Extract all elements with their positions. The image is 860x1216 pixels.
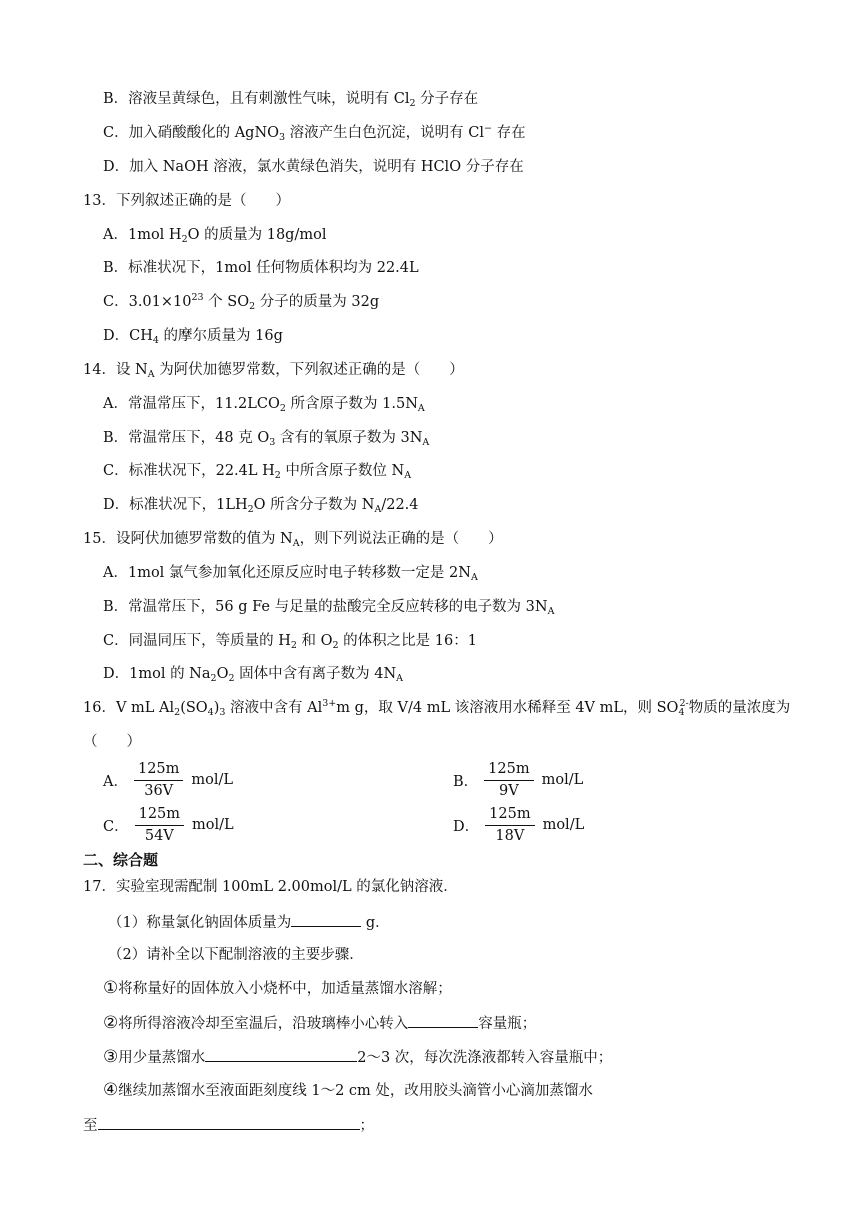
q17-step1: ①将称量好的固体放入小烧杯中，加适量蒸馏水溶解； — [103, 978, 452, 998]
q13-option-a: A．1mol $H_2O$ 的质量为 18g/mol — [103, 227, 327, 245]
fraction: $\frac{125m}{18V}$ — [485, 804, 534, 847]
q17-step2: ②将所得溶液冷却至室温后，沿玻璃棒小心转入 容量瓶； — [103, 1013, 537, 1033]
q14-option-d: D．标准状况下，$1LH_2O$ 所含分子数为 $N_A/22.4$ — [103, 497, 419, 515]
fraction: $\frac{125m}{54V}$ — [135, 804, 184, 847]
q14-option-b: B．常温常压下，48 克 $O_3$ 含有的氧原子数为 $3N_A$ — [103, 430, 430, 448]
q15-option-d: D．1mol 的 $Na_2O_2$ 固体中含有离子数为 $4N_A$ — [103, 666, 404, 684]
q13-option-d: D．$CH_4$ 的摩尔质量为 16g — [103, 328, 283, 346]
q14-stem: 14．设 $N_A$ 为阿伏加德罗常数，下列叙述正确的是（ ） — [83, 362, 464, 380]
q16-option-b: B． $\frac{125m}{9V}$ mol/L — [453, 758, 583, 802]
q13-option-b: B．标准状况下，1mol 任何物质体积均为 22.4L — [103, 260, 419, 276]
q12-option-c: C．加入硝酸酸化的 AgNO$_3$ 溶液产生白色沉淀，说明有 Cl− 存在 — [103, 123, 526, 143]
q16-answer-paren: （ ） — [83, 734, 141, 750]
q17-part1: （1）称量氯化钠固体质量为 g． — [108, 911, 390, 933]
q15-option-c: C．同温同压下，等质量的 $H_2$ 和 $O_2$ 的体积之比是 16：1 — [103, 633, 477, 651]
q12-option-d: D．加入 NaOH 溶液，氯水黄绿色消失，说明有 HClO 分子存在 — [103, 159, 524, 175]
q13-stem: 13．下列叙述正确的是（ ） — [83, 193, 290, 209]
q14-option-a: A．常温常压下，$11.2LCO_2$ 所含原子数为 $1.5N_A$ — [103, 396, 425, 414]
q13-option-c: C．$3.01\times 10^{23}$ 个 $SO_2$ 分子的质量为 32g — [103, 292, 380, 312]
q17-stem: 17．实验室现需配制 100mL 2.00mol/L 的氯化钠溶液． — [83, 879, 458, 895]
section-heading: 二、综合题 — [83, 851, 159, 869]
q17-step4: ④继续加蒸馏水至液面距刻度线 1～2 cm 处，改用胶头滴管小心滴加蒸馏水 — [103, 1080, 593, 1100]
q15-option-a: A．1mol 氯气参加氧化还原反应时电子转移数一定是 $2N_A$ — [103, 565, 478, 583]
q14-option-c: C．标准状况下，22.4L $H_2$ 中所含原子数位 $N_A$ — [103, 463, 412, 481]
q16-option-d: D． $\frac{125m}{18V}$ mol/L — [453, 803, 584, 847]
answer-blank-flask[interactable] — [408, 1012, 478, 1028]
answer-blank-endpoint[interactable] — [98, 1114, 360, 1130]
q16-stem: 16．V mL $Al_2(SO_4)_3$ 溶液中含有 $Al^{3+}m$ g，取 V/4 mL 该溶液用水稀释至 4V mL，则 $SO_4^{2-}$物质的量浓度为 — [83, 698, 791, 718]
answer-blank-mass[interactable] — [291, 911, 361, 927]
q17-step3: ③用少量蒸馏水 2～3 次，每次洗涤液都转入容量瓶中； — [103, 1047, 613, 1067]
q15-stem: 15．设阿伏加德罗常数的值为 $N_A$，则下列说法正确的是（ ） — [83, 531, 503, 549]
q16-option-c: C． $\frac{125m}{54V}$ mol/L — [103, 803, 234, 847]
q17-part2: （2）请补全以下配制溶液的主要步骤． — [108, 947, 364, 963]
q17-step4-continuation: 至 ； — [83, 1114, 374, 1136]
fraction: $\frac{125m}{36V}$ — [134, 759, 183, 802]
q16-option-a: A． $\frac{125m}{36V}$ mol/L — [103, 758, 233, 802]
fraction: $\frac{125m}{9V}$ — [484, 759, 533, 802]
answer-blank-wash[interactable] — [205, 1046, 357, 1062]
q15-option-b: B．常温常压下，56 g Fe 与足量的盐酸完全反应转移的电子数为 $3N_A$ — [103, 599, 555, 617]
q12-option-b: B．溶液呈黄绿色，且有刺激性气味，说明有 $Cl_2$ 分子存在 — [103, 91, 479, 109]
